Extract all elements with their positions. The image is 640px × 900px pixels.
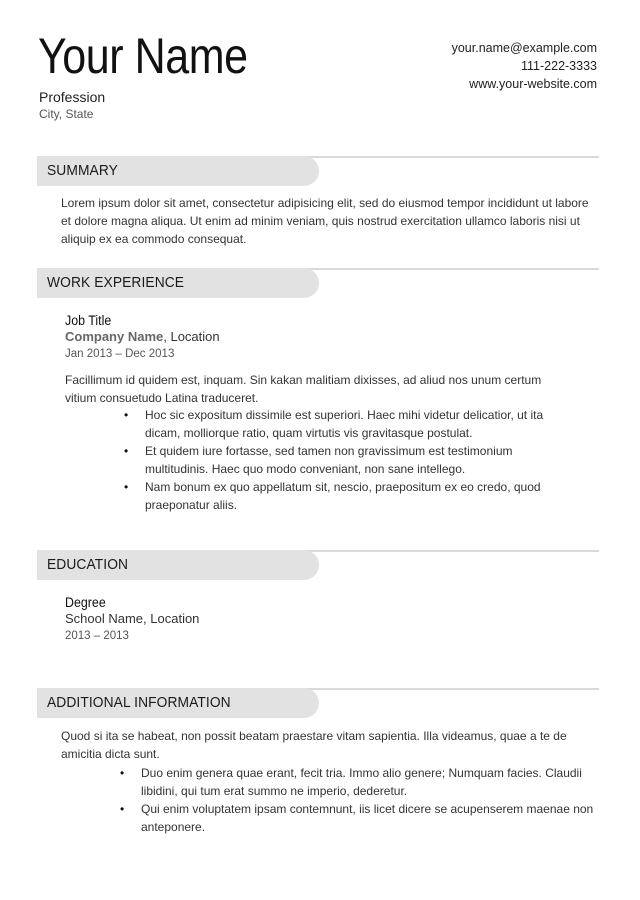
list-item: • Nam bonum ex quo appellatum sit, nescio, praepositum ex eo credo, quod praeponatur aliis. xyxy=(124,480,541,512)
bullet-icon: • xyxy=(124,444,129,458)
contact-block xyxy=(452,39,597,93)
bullet-icon: • xyxy=(124,480,129,494)
work-title: WORK EXPERIENCE xyxy=(47,274,185,291)
bullet-icon: • xyxy=(120,766,125,780)
email: your.name@example.com xyxy=(451,41,597,55)
list-item: • Qui enim voluptatem ipsam contemnunt, iis licet dicere se acupenserem maenae non anteponere. xyxy=(120,802,594,834)
phone: 111-222-3333 xyxy=(521,59,597,73)
resume-name: Your Name xyxy=(38,28,248,84)
list-item: • Duo enim genera quae erant, fecit tria. Immo alio genere; Numquam facies. Claudii libidini, qui tum erat summo ne imperio, dederetur. xyxy=(120,766,582,798)
additional-section-header xyxy=(37,688,599,718)
profession: Profession xyxy=(39,89,106,105)
additional-title: ADDITIONAL INFORMATION xyxy=(47,694,231,711)
additional-text: Quod si ita se habeat, non possit beatam praestare vitam sapientia. Illa videamus, quae a te de amicitia dicta sunt. xyxy=(61,729,567,761)
company-location: , Location xyxy=(163,329,220,344)
website: www.your-website.com xyxy=(469,77,597,91)
city-state: City, State xyxy=(39,107,94,121)
company-line xyxy=(65,329,220,344)
list-item: • Hoc sic expositum dissimile est superiori. Haec mihi videtur delicatior, ut ita dicam, molliorque ratio, quam virtutis vis gravitasque postulat. xyxy=(124,408,544,440)
school: School Name, Location xyxy=(65,611,200,626)
summary-section-header xyxy=(37,156,599,186)
summary-text: Lorem ipsum dolor sit amet, consectetur adipisicing elit, sed do eiusmod tempor incididunt ut labore et dolore magna aliqua. Ut enim ad minim veniam, quis nostrud exercitation ullamco laboris nisi ut aliquip ex ea commodo consequat. xyxy=(61,196,589,246)
education-title: EDUCATION xyxy=(47,556,129,573)
education-dates: 2013 – 2013 xyxy=(65,630,129,642)
company-name: Company Name xyxy=(65,329,164,344)
additional-bullets xyxy=(120,764,603,836)
job-description: Facillimum id quidem est, inquam. Sin kakan malitiam dixisses, ad aliud nos unum certum vitium consuetudo Latina traduceret. xyxy=(65,373,542,405)
list-item: • Et quidem iure fortasse, sed tamen non gravissimum est testimonium multitudinis. Haec quo modo conveniant, non sane intellego. xyxy=(124,444,513,476)
degree: Degree xyxy=(65,595,106,610)
bullet-icon: • xyxy=(124,408,129,422)
summary-title: SUMMARY xyxy=(47,162,118,179)
bullet-icon: • xyxy=(120,802,125,816)
job-title: Job Title xyxy=(65,313,112,328)
job-dates: Jan 2013 – Dec 2013 xyxy=(65,348,175,360)
job-bullets xyxy=(124,406,575,514)
education-section-header xyxy=(37,550,599,580)
work-section-header xyxy=(37,268,599,298)
